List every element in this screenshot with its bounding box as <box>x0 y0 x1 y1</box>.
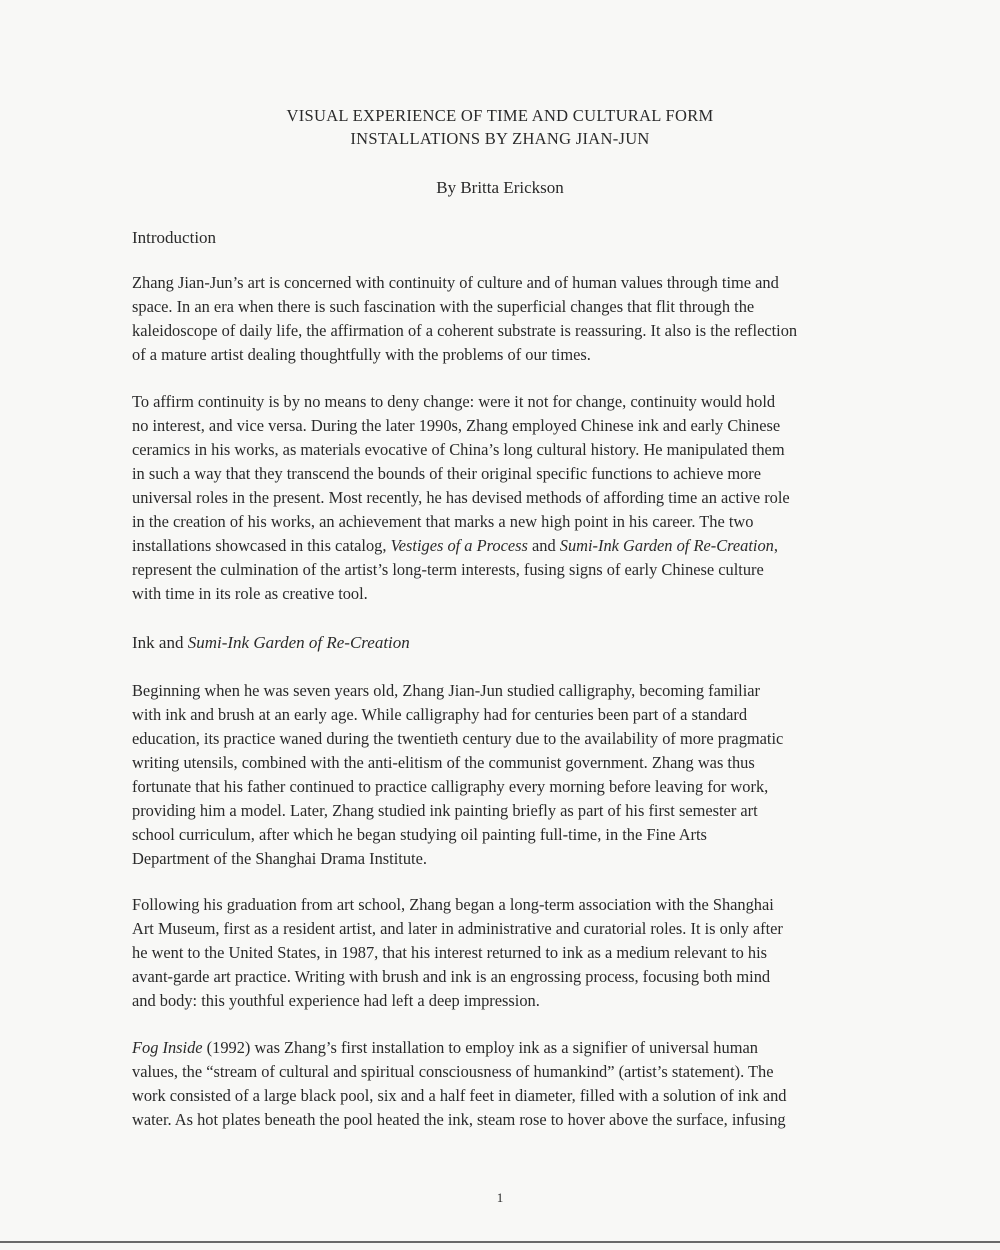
work-title-vestiges: Vestiges of a Process <box>390 536 528 555</box>
text-span: (1992) was Zhang’s first installation to employ ink as a signifier of universal human <box>202 1038 758 1057</box>
text-span: and <box>527 536 560 555</box>
work-title-fog-inside: Fog Inside <box>132 1038 203 1057</box>
paragraph-line: and body: this youthful experience had left a deep impression. <box>132 991 540 1010</box>
paragraph-line: represent the culmination of the artist’s long-term interests, fusing signs of early Chinese culture <box>132 560 764 579</box>
paragraph-line: avant-garde art practice. Writing with brush and ink is an engrossing process, focusing both mind <box>132 967 771 986</box>
paragraph-line: To affirm continuity is by no means to deny change: were it not for change, continuity would hold <box>132 392 776 411</box>
paragraph-line: education, its practice waned during the twentieth century due to the availability of more pragmatic <box>132 729 784 748</box>
paragraph-line: of a mature artist dealing thoughtfully with the problems of our times. <box>132 345 591 364</box>
title-line-2: INSTALLATIONS BY ZHANG JIAN-JUN <box>350 129 650 148</box>
paragraph-line: Department of the Shanghai Drama Institute. <box>132 849 427 868</box>
paragraph-line: water. As hot plates beneath the pool heated the ink, steam rose to hover above the surface, infusing <box>132 1110 786 1129</box>
work-title-sumi-ink-garden: Sumi-Ink Garden of Re-Creation <box>559 536 774 555</box>
paragraph-4 <box>132 893 880 1013</box>
heading-work-title: Sumi-Ink Garden of Re-Creation <box>187 633 410 652</box>
page-number: 1 <box>496 1190 504 1205</box>
paragraph-line: in the creation of his works, an achievement that marks a new high point in his career. The two <box>132 512 754 531</box>
paragraph-line: in such a way that they transcend the bounds of their original specific functions to achieve more <box>132 464 762 483</box>
section-heading-ink <box>132 633 410 653</box>
paragraph-line: with ink and brush at an early age. While calligraphy had for centuries been part of a standard <box>132 705 748 724</box>
paragraph-1 <box>132 271 880 367</box>
title-line-1: VISUAL EXPERIENCE OF TIME AND CULTURAL FORM <box>286 106 714 125</box>
section-heading-introduction: Introduction <box>132 228 217 247</box>
paragraph-line: Zhang Jian-Jun’s art is concerned with continuity of culture and of human values through time and <box>132 273 779 292</box>
paragraph-line: he went to the United States, in 1987, that his interest returned to ink as a medium relevant to his <box>132 943 768 962</box>
paragraph-line: universal roles in the present. Most recently, he has devised methods of affording time an active role <box>132 488 790 507</box>
paragraph-line: space. In an era when there is such fascination with the superficial changes that flit through the <box>132 297 755 316</box>
document-title <box>0 104 1000 150</box>
paragraph-line: Beginning when he was seven years old, Zhang Jian-Jun studied calligraphy, becoming familiar <box>132 681 760 700</box>
paragraph-line: fortunate that his father continued to practice calligraphy every morning before leaving for work, <box>132 777 769 796</box>
text-span: installations showcased in this catalog, <box>132 536 391 555</box>
paragraph-line: school curriculum, after which he began studying oil painting full-time, in the Fine Arts <box>132 825 707 844</box>
paragraph-line: ceramics in his works, as materials evocative of China’s long cultural history. He manipulated them <box>132 440 785 459</box>
paragraph-line: Following his graduation from art school, Zhang began a long-term association with the Shanghai <box>132 895 774 914</box>
paragraph-2 <box>132 390 880 606</box>
author-byline: By Britta Erickson <box>436 178 564 197</box>
paragraph-line: no interest, and vice versa. During the later 1990s, Zhang employed Chinese ink and early Chinese <box>132 416 781 435</box>
paragraph-line: with time in its role as creative tool. <box>132 584 368 603</box>
paragraph-line-with-titles <box>132 534 880 558</box>
heading-text: Ink and <box>132 633 188 652</box>
paragraph-line: Art Museum, first as a resident artist, and later in administrative and curatorial roles. It is only after <box>132 919 783 938</box>
text-span: , <box>773 536 778 555</box>
paragraph-5 <box>132 1036 880 1132</box>
paragraph-line-with-title <box>132 1036 880 1060</box>
paragraph-line: kaleidoscope of daily life, the affirmation of a coherent substrate is reassuring. It also is the reflection <box>132 321 798 340</box>
paragraph-line: work consisted of a large black pool, six and a half feet in diameter, filled with a solution of ink and <box>132 1086 787 1105</box>
page-edge-rule <box>0 1241 1000 1243</box>
paragraph-line: values, the “stream of cultural and spiritual consciousness of humankind” (artist’s statement). The <box>132 1062 774 1081</box>
paragraph-line: writing utensils, combined with the anti-elitism of the communist government. Zhang was thus <box>132 753 755 772</box>
paragraph-3 <box>132 679 880 871</box>
paragraph-line: providing him a model. Later, Zhang studied ink painting briefly as part of his first semester art <box>132 801 758 820</box>
